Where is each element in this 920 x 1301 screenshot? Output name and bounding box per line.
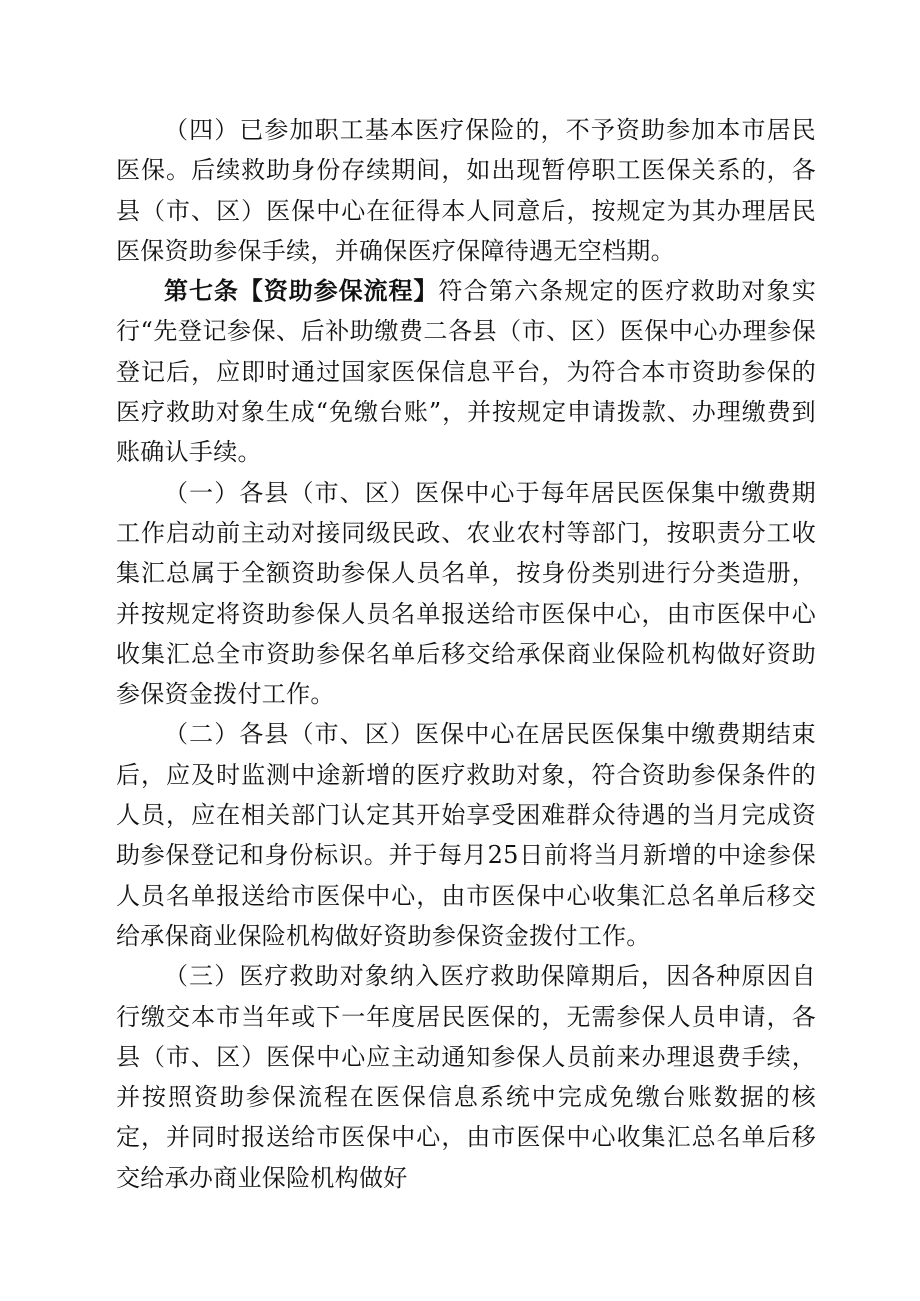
paragraph-text: （二）各县（市、区）医保中心在居民医保集中缴费期结束后，应及时监测中途新增的医疗救助对象，符合资助参保条件的人员，应在相关部门认定其开始享受困难群众待遇的当月完成资助参保登记和身份标识。并于每月25日前将当月新增的中途参保人员名单报送给市医保中心，由市医保中心收集汇总名单后移交给承保商业保险机构做好资助参保资金拨付工作。 (116, 720, 816, 950)
paragraph-item-2-new-members (116, 714, 816, 956)
document-body (116, 110, 816, 1198)
paragraph-text: （四）已参加职工基本医疗保险的，不予资助参加本市居民医保。后续救助身份存续期间，如出现暂停职工医保关系的，各县（市、区）医保中心在征得本人同意后，按规定为其办理居民医保资助参保手续，并确保医疗保障待遇无空档期。 (116, 116, 816, 265)
paragraph-article-7 (116, 271, 816, 472)
paragraph-item-1-collection (116, 473, 816, 715)
article-7-heading: 第七条【资助参保流程】 (164, 277, 439, 306)
paragraph-text: 符合第六条规定的医疗救助对象实行“先登记参保、后补助缴费二各县（市、区）医保中心办理参保登记后，应即时通过国家医保信息平台，为符合本市资助参保的医疗救助对象生成“免缴台账”，并按规定申请拨款、办理缴费到账确认手续。 (116, 277, 817, 467)
paragraph-text: （三）医疗救助对象纳入医疗救助保障期后，因各种原因自行缴交本市当年或下一年度居民医保的，无需参保人员申请，各县（市、区）医保中心应主动通知参保人员前来办理退费手续，并按照资助参保流程在医保信息系统中完成免缴台账数据的核定，并同时报送给市医保中心，由市医保中心收集汇总名单后移交给承办商业保险机构做好 (116, 962, 816, 1192)
paragraph-item-3-refund (116, 956, 816, 1198)
paragraph-item-4-unemployed-insurance (116, 110, 816, 271)
paragraph-text: （一）各县（市、区）医保中心于每年居民医保集中缴费期工作启动前主动对接同级民政、农业农村等部门，按职责分工收集汇总属于全额资助参保人员名单，按身份类别进行分类造册，并按规定将资助参保人员名单报送给市医保中心，由市医保中心收集汇总全市资助参保名单后移交给承保商业保险机构做好资助参保资金拨付工作。 (116, 478, 816, 709)
